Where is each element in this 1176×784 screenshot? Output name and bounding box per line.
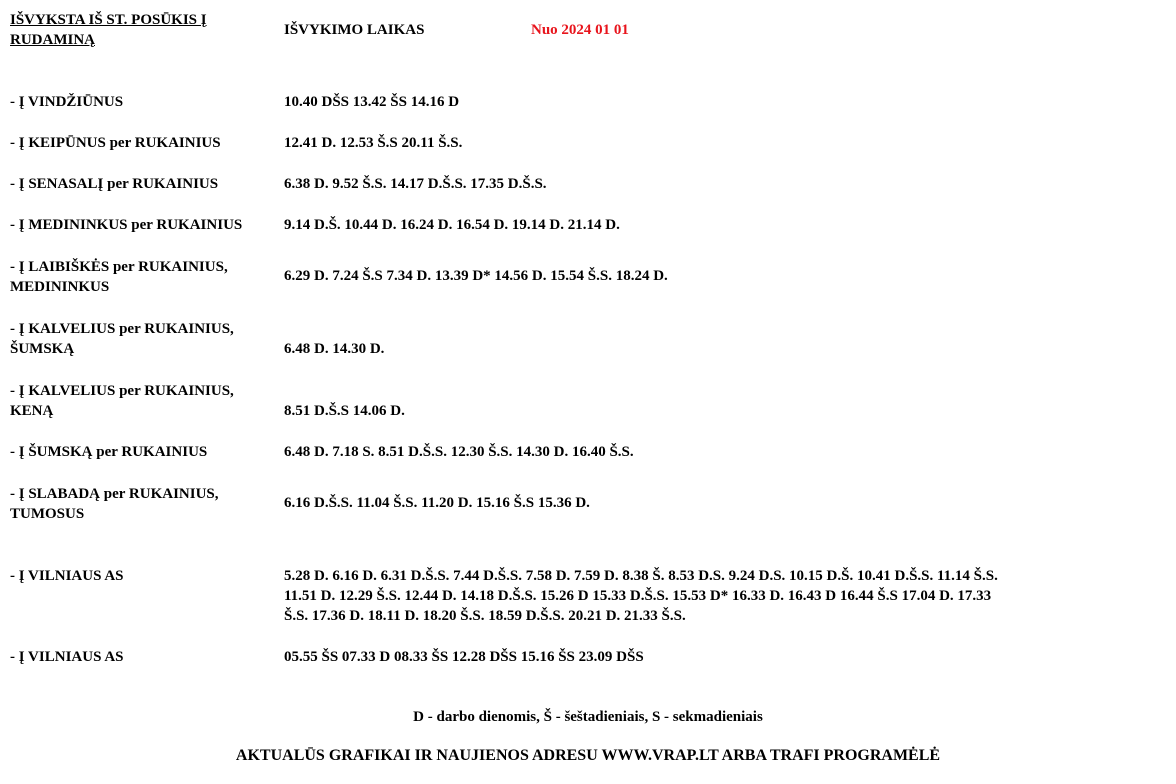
route-destination: - Į KALVELIUS per RUKAINIUS, KENĄ	[10, 383, 234, 419]
departure-heading: IŠVYKSTA IŠ ST. POSŪKIS Į RUDAMINĄ	[10, 12, 207, 48]
route-times: 05.55 ŠS 07.33 D 08.33 ŠS 12.28 DŠS 15.16 ŠS 23.09 DŠS	[284, 649, 644, 665]
route-times: 6.48 D. 7.18 S. 8.51 D.Š.S. 12.30 Š.S. 14.30 D. 16.40 Š.S.	[284, 444, 634, 460]
route-destination: - Į VILNIAUS AS	[10, 649, 124, 665]
route-times: 8.51 D.Š.S 14.06 D.	[284, 403, 405, 419]
route-times: 6.48 D. 14.30 D.	[284, 341, 385, 357]
route-times: 6.38 D. 9.52 Š.S. 14.17 D.Š.S. 17.35 D.Š.S.	[284, 176, 547, 192]
route-destination: - Į SENASALĮ per RUKAINIUS	[10, 176, 219, 192]
route-destination: - Į ŠUMSKĄ per RUKAINIUS	[10, 444, 208, 460]
route-times: 10.40 DŠS 13.42 ŠS 14.16 D	[284, 94, 460, 110]
route-destination: - Į LAIBIŠKĖS per RUKAINIUS, MEDININKUS	[10, 259, 228, 295]
route-destination: - Į KEIPŪNUS per RUKAINIUS	[10, 135, 221, 151]
route-times: 12.41 D. 12.53 Š.S 20.11 Š.S.	[284, 135, 463, 151]
route-times: 6.16 D.Š.S. 11.04 Š.S. 11.20 D. 15.16 Š.S 15.36 D.	[284, 495, 590, 511]
departure-time-heading: IŠVYKIMO LAIKAS	[284, 22, 425, 38]
route-destination: - Į SLABADĄ per RUKAINIUS, TUMOSUS	[10, 486, 219, 522]
route-destination: - Į KALVELIUS per RUKAINIUS, ŠUMSKĄ	[10, 321, 234, 357]
footer-note: AKTUALŪS GRAFIKAI IR NAUJIENOS ADRESU WWW.VRAP.LT ARBA TRAFI PROGRAMĖLĖ	[235, 747, 941, 764]
route-times: 5.28 D. 6.16 D. 6.31 D.Š.S. 7.44 D.Š.S. 7.58 D. 7.59 D. 8.38 Š. 8.53 D.S. 9.24 D.S. 10.15 D.Š. 10.41 D.Š.S. 11.14 Š.S. 11.51 D. 12.29 Š.S. 12.44 D. 14.18 D.Š.S. 15.26 D 15.33 D.Š.S. 15.53 D* 16.33 D. 16.43 D 16.44 Š.S 17.04 D. 17.33 Š.S. 17.36 D. 18.11 D. 18.20 Š.S. 18.59 D.Š.S. 20.21 D. 21.33 Š.S.	[284, 568, 998, 624]
route-destination: - Į MEDININKUS per RUKAINIUS	[10, 217, 243, 233]
route-times: 6.29 D. 7.24 Š.S 7.34 D. 13.39 D* 14.56 D. 15.54 Š.S. 18.24 D.	[284, 268, 668, 284]
legend-note: D - darbo dienomis, Š - šeštadieniais, S - sekmadieniais	[413, 709, 763, 725]
route-destination: - Į VILNIAUS AS	[10, 568, 124, 584]
valid-from-date: Nuo 2024 01 01	[531, 22, 629, 38]
route-times: 9.14 D.Š. 10.44 D. 16.24 D. 16.54 D. 19.14 D. 21.14 D.	[284, 217, 620, 233]
route-destination: - Į VINDŽIŪNUS	[10, 94, 124, 110]
